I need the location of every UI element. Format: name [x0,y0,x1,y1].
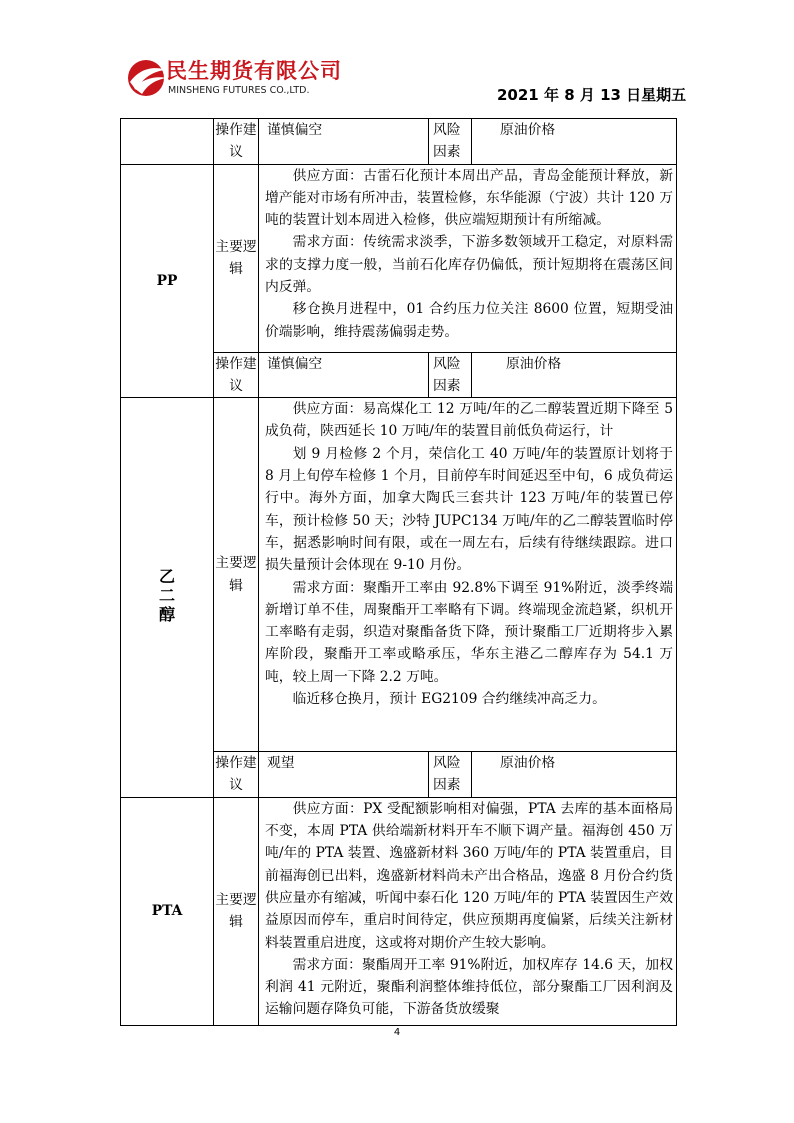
page-number: 4 [393,1027,401,1038]
table-row-top-advice [121,119,677,165]
logic-label: 主要逻辑 [214,398,259,752]
risk-label: 风险因素 [429,352,472,398]
pp-paragraph: 需求方面：传统需求淡季，下游多数领域开工稳定，对原料需求的支撑力度一般，当前石化库存仍偏低，预计短期将在震荡区间内反弹。 [265,234,673,296]
risk-label: 风险因素 [429,752,472,798]
risk-value: 原油价格 [472,752,677,798]
eg-paragraph: 临近移仓换月，预计 EG2109 合约继续冲高乏力。 [292,691,606,708]
risk-value: 原油价格 [472,119,677,165]
logo-english-name: MINSHENG FUTURES CO.,LTD. [168,85,310,96]
minsheng-logo-icon [126,56,170,100]
table-row-eg-logic [121,398,677,752]
table-row-pta-logic [121,797,677,1025]
op-label: 操作建议 [214,752,259,798]
eg-paragraph: 供应方面：易高煤化工 12 万吨/年的乙二醇装置近期下降至 5 成负荷，陕西延长 10 万吨/年的装置目前低负荷运行，计 [265,401,673,440]
commodity-name-pp: PP [121,164,214,398]
logic-label: 主要逻辑 [214,164,259,352]
company-logo [126,54,361,104]
op-value: 谨慎偏空 [259,352,429,398]
blank-name-cell [121,119,214,165]
logic-label: 主要逻辑 [214,797,259,1025]
page-header [0,0,794,118]
op-value: 观望 [259,752,429,798]
commodity-name-pta: PTA [121,797,214,1025]
pta-logic-text [259,797,677,1025]
pp-logic-text [259,164,677,352]
op-value: 谨慎偏空 [259,119,429,165]
commodity-name-eg [121,398,214,798]
logo-chinese-name: 民生期货有限公司 [166,59,342,83]
commodity-table [120,118,677,1026]
eg-logic-text [259,398,677,752]
pta-paragraph: 需求方面：聚酯周开工率 91%附近，加权库存 14.6 天，加权利润 41 元附近，聚酯利润整体维持低位，部分聚酯工厂因利润及运输问题存降负可能，下游备货放缓聚 [265,956,673,1018]
pp-paragraph: 移仓换月进程中，01 合约压力位关注 8600 位置，短期受油价端影响，维持震荡偏弱走势。 [265,301,673,340]
table-row-pp-logic [121,164,677,352]
report-date: 2021 年 8 月 13 日星期五 [497,86,687,104]
pta-paragraph: 供应方面：PX 受配额影响相对偏强，PTA 去库的基本面格局不变，本周 PTA 供给端新材料开车不顺下调产量。福海创 450 万吨/年的 PTA 装置、逸盛新材料 360 万吨/年的 PTA 装置重启，目前福海创已出料，逸盛新材料尚未产出合格品，逸盛 8 月份合约货供应量亦有缩减，听闻中泰石化 120 万吨/年的 PTA 装置因生产效益原因而停车，重启时间待定，供应预期再度偏紧，后续关注新材料装置重启进度，这或将对期价产生较大影响。 [265,800,673,951]
op-label: 操作建议 [214,119,259,165]
risk-value: 原油价格 [472,352,677,398]
eg-paragraph: 需求方面：聚酯开工率由 92.8%下调至 91%附近，淡季终端新增订单不佳，周聚酯开工率略有下调。终端现金流趋紧，织机开工率略有走弱，织造对聚酯备货下降，预计聚酯工厂近期将步入累库阶段，聚酯开工率或略承压，华东主港乙二醇库存为 54.1 万吨，较上周一下降 2.2 万吨。 [265,579,673,685]
commodity-name-eg-text: 乙二醇 [159,567,176,625]
eg-paragraph: 划 9 月检修 2 个月，荣信化工 40 万吨/年的装置原计划将于 8 月上旬停车检修 1 个月，目前停车时间延迟至中旬，6 成负荷运行中。海外方面，加拿大陶氏三套共计 123 万吨/年的装置已停车，预计检修 50 天；沙特 JUPC134 万吨/年的乙二醇装置临时停车，据悉影响时间有限，或在一周左右，后续有待继续跟踪。进口损失量预计会体现在 9-10 月份。 [265,445,673,574]
risk-label: 风险因素 [429,119,472,165]
pp-paragraph: 供应方面：古雷石化预计本周出产品，青岛金能预计释放，新增产能对市场有所冲击，装置检修，东华能源（宁波）共计 120 万吨的装置计划本周进入检修，供应端短期预计有所缩减。 [265,167,673,229]
op-label: 操作建议 [214,352,259,398]
